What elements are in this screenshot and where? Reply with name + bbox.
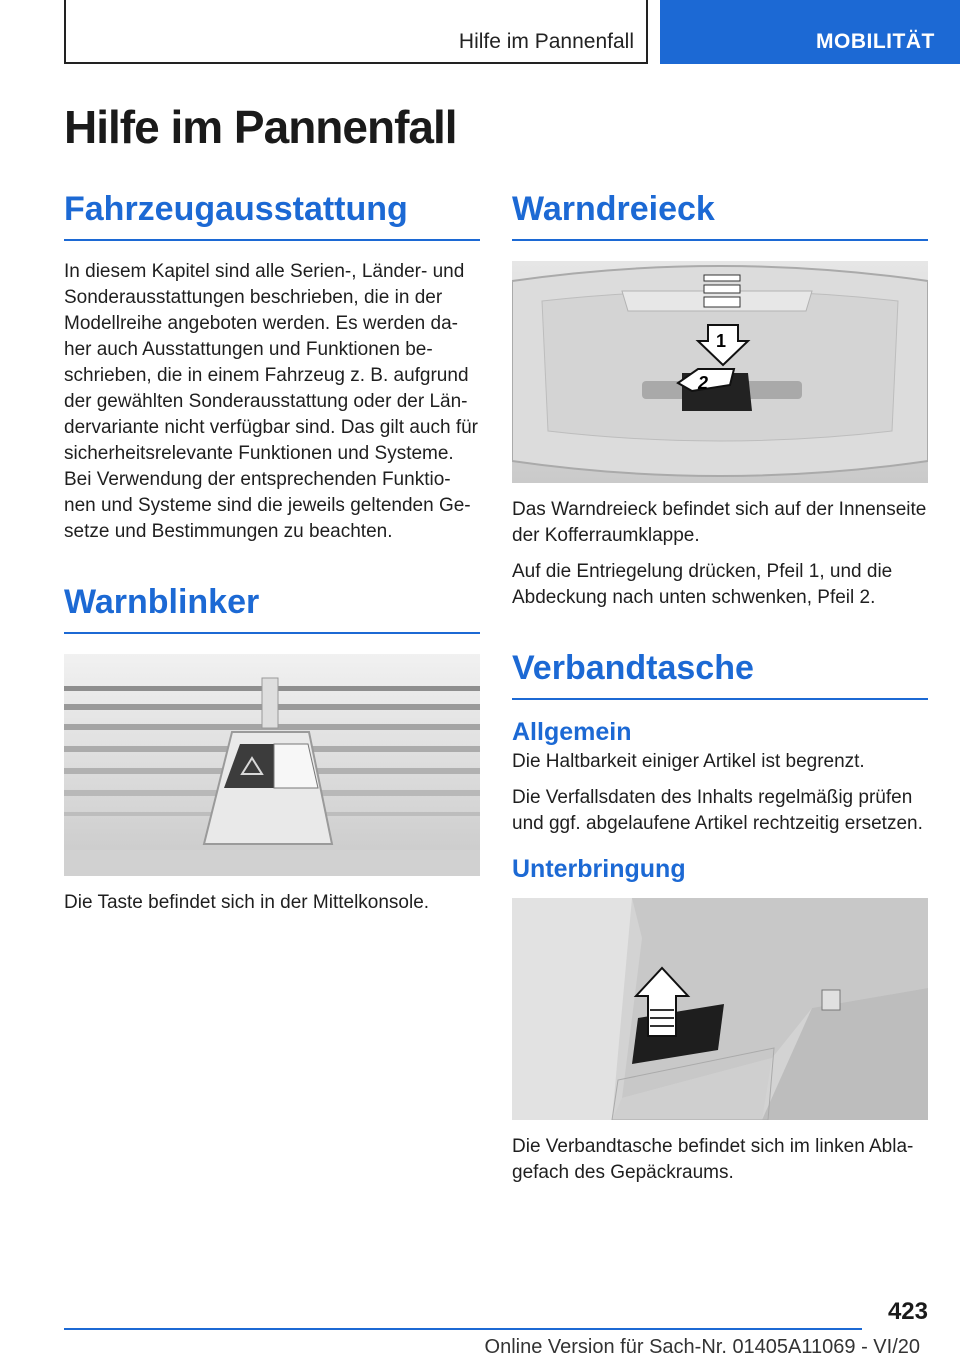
text-line: Modellreihe angeboten werden. Es werden da- — [64, 313, 458, 334]
paragraph-allgemein-1: Die Haltbarkeit einiger Artikel ist begrenzt. — [512, 751, 865, 772]
heading-verbandtasche: Verbandtasche — [512, 649, 928, 700]
text-line: Sonderausstattungen beschrieben, die in der — [64, 287, 443, 308]
text-line: der Kofferraumklappe. — [512, 525, 700, 546]
text-line: und ggf. abgelaufene Artikel rechtzeitig ersetzen. — [512, 813, 923, 834]
text-line: sicherheitsrelevante Funktionen und Systeme. — [64, 443, 454, 464]
text-line: her auch Ausstattungen und Funktionen be- — [64, 339, 433, 360]
text-line: der gewählten Sonderausstattung oder der Län- — [64, 391, 468, 412]
text-line: Die Verbandtasche befindet sich im linken Abla- — [512, 1136, 914, 1157]
callout-1: 1 — [716, 331, 727, 351]
paragraph-warndreieck-instructions — [512, 559, 928, 611]
paragraph-allgemein-2 — [512, 785, 928, 837]
header-box — [64, 0, 648, 64]
footer-divider — [64, 1328, 862, 1330]
online-version-note: Online Version für Sach-Nr. 01405A11069 - VI/20 — [484, 1336, 920, 1358]
text-line: Abdeckung nach unten schwenken, Pfeil 2. — [512, 587, 876, 608]
text-line: Bei Verwendung der entsprechenden Funktio- — [64, 469, 451, 490]
page-title: Hilfe im Pannenfall — [64, 101, 457, 153]
heading-unterbringung: Unterbringung — [512, 855, 686, 883]
chapter-tab: MOBILITÄT — [660, 0, 960, 64]
text-line: nen und Systeme sind die jeweils geltenden Ge- — [64, 495, 471, 516]
heading-warndreieck: Warndreieck — [512, 190, 928, 241]
callout-2: 2 — [698, 373, 709, 393]
caption-warnblinker: Die Taste befindet sich in der Mittelkonsole. — [64, 892, 430, 913]
text-line: setze und Bestimmungen zu beachten. — [64, 521, 393, 542]
text-line: Das Warndreieck befindet sich auf der Innenseite — [512, 499, 927, 520]
running-header-title: Hilfe im Pannenfall — [458, 30, 634, 53]
text-line: In diesem Kapitel sind alle Serien-, Länder- und — [64, 261, 465, 282]
heading-allgemein: Allgemein — [512, 718, 632, 746]
text-line: Die Verfallsdaten des Inhalts regelmäßig prüfen — [512, 787, 913, 808]
caption-unterbringung — [512, 1134, 928, 1186]
text-line: dervariante nicht verfügbar sind. Das gilt auch für — [64, 417, 478, 438]
heading-warnblinker: Warnblinker — [64, 583, 480, 634]
text-line: schrieben, die in einem Fahrzeug z. B. aufgrund — [64, 365, 469, 386]
text-line: gefach des Gepäckraums. — [512, 1162, 734, 1183]
left-column — [64, 190, 480, 916]
hazard-warning-button-image — [64, 654, 480, 876]
page-number: 423 — [887, 1298, 928, 1325]
paragraph-fahrzeugausstattung — [64, 259, 480, 545]
right-column — [512, 190, 928, 1186]
paragraph-warndreieck-location — [512, 497, 928, 549]
luggage-compartment-first-aid-image — [512, 898, 928, 1120]
heading-fahrzeugausstattung: Fahrzeugausstattung — [64, 190, 480, 241]
text-line: Auf die Entriegelung drücken, Pfeil 1, und die — [512, 561, 893, 582]
trunk-lid-warning-triangle-image — [512, 261, 928, 483]
